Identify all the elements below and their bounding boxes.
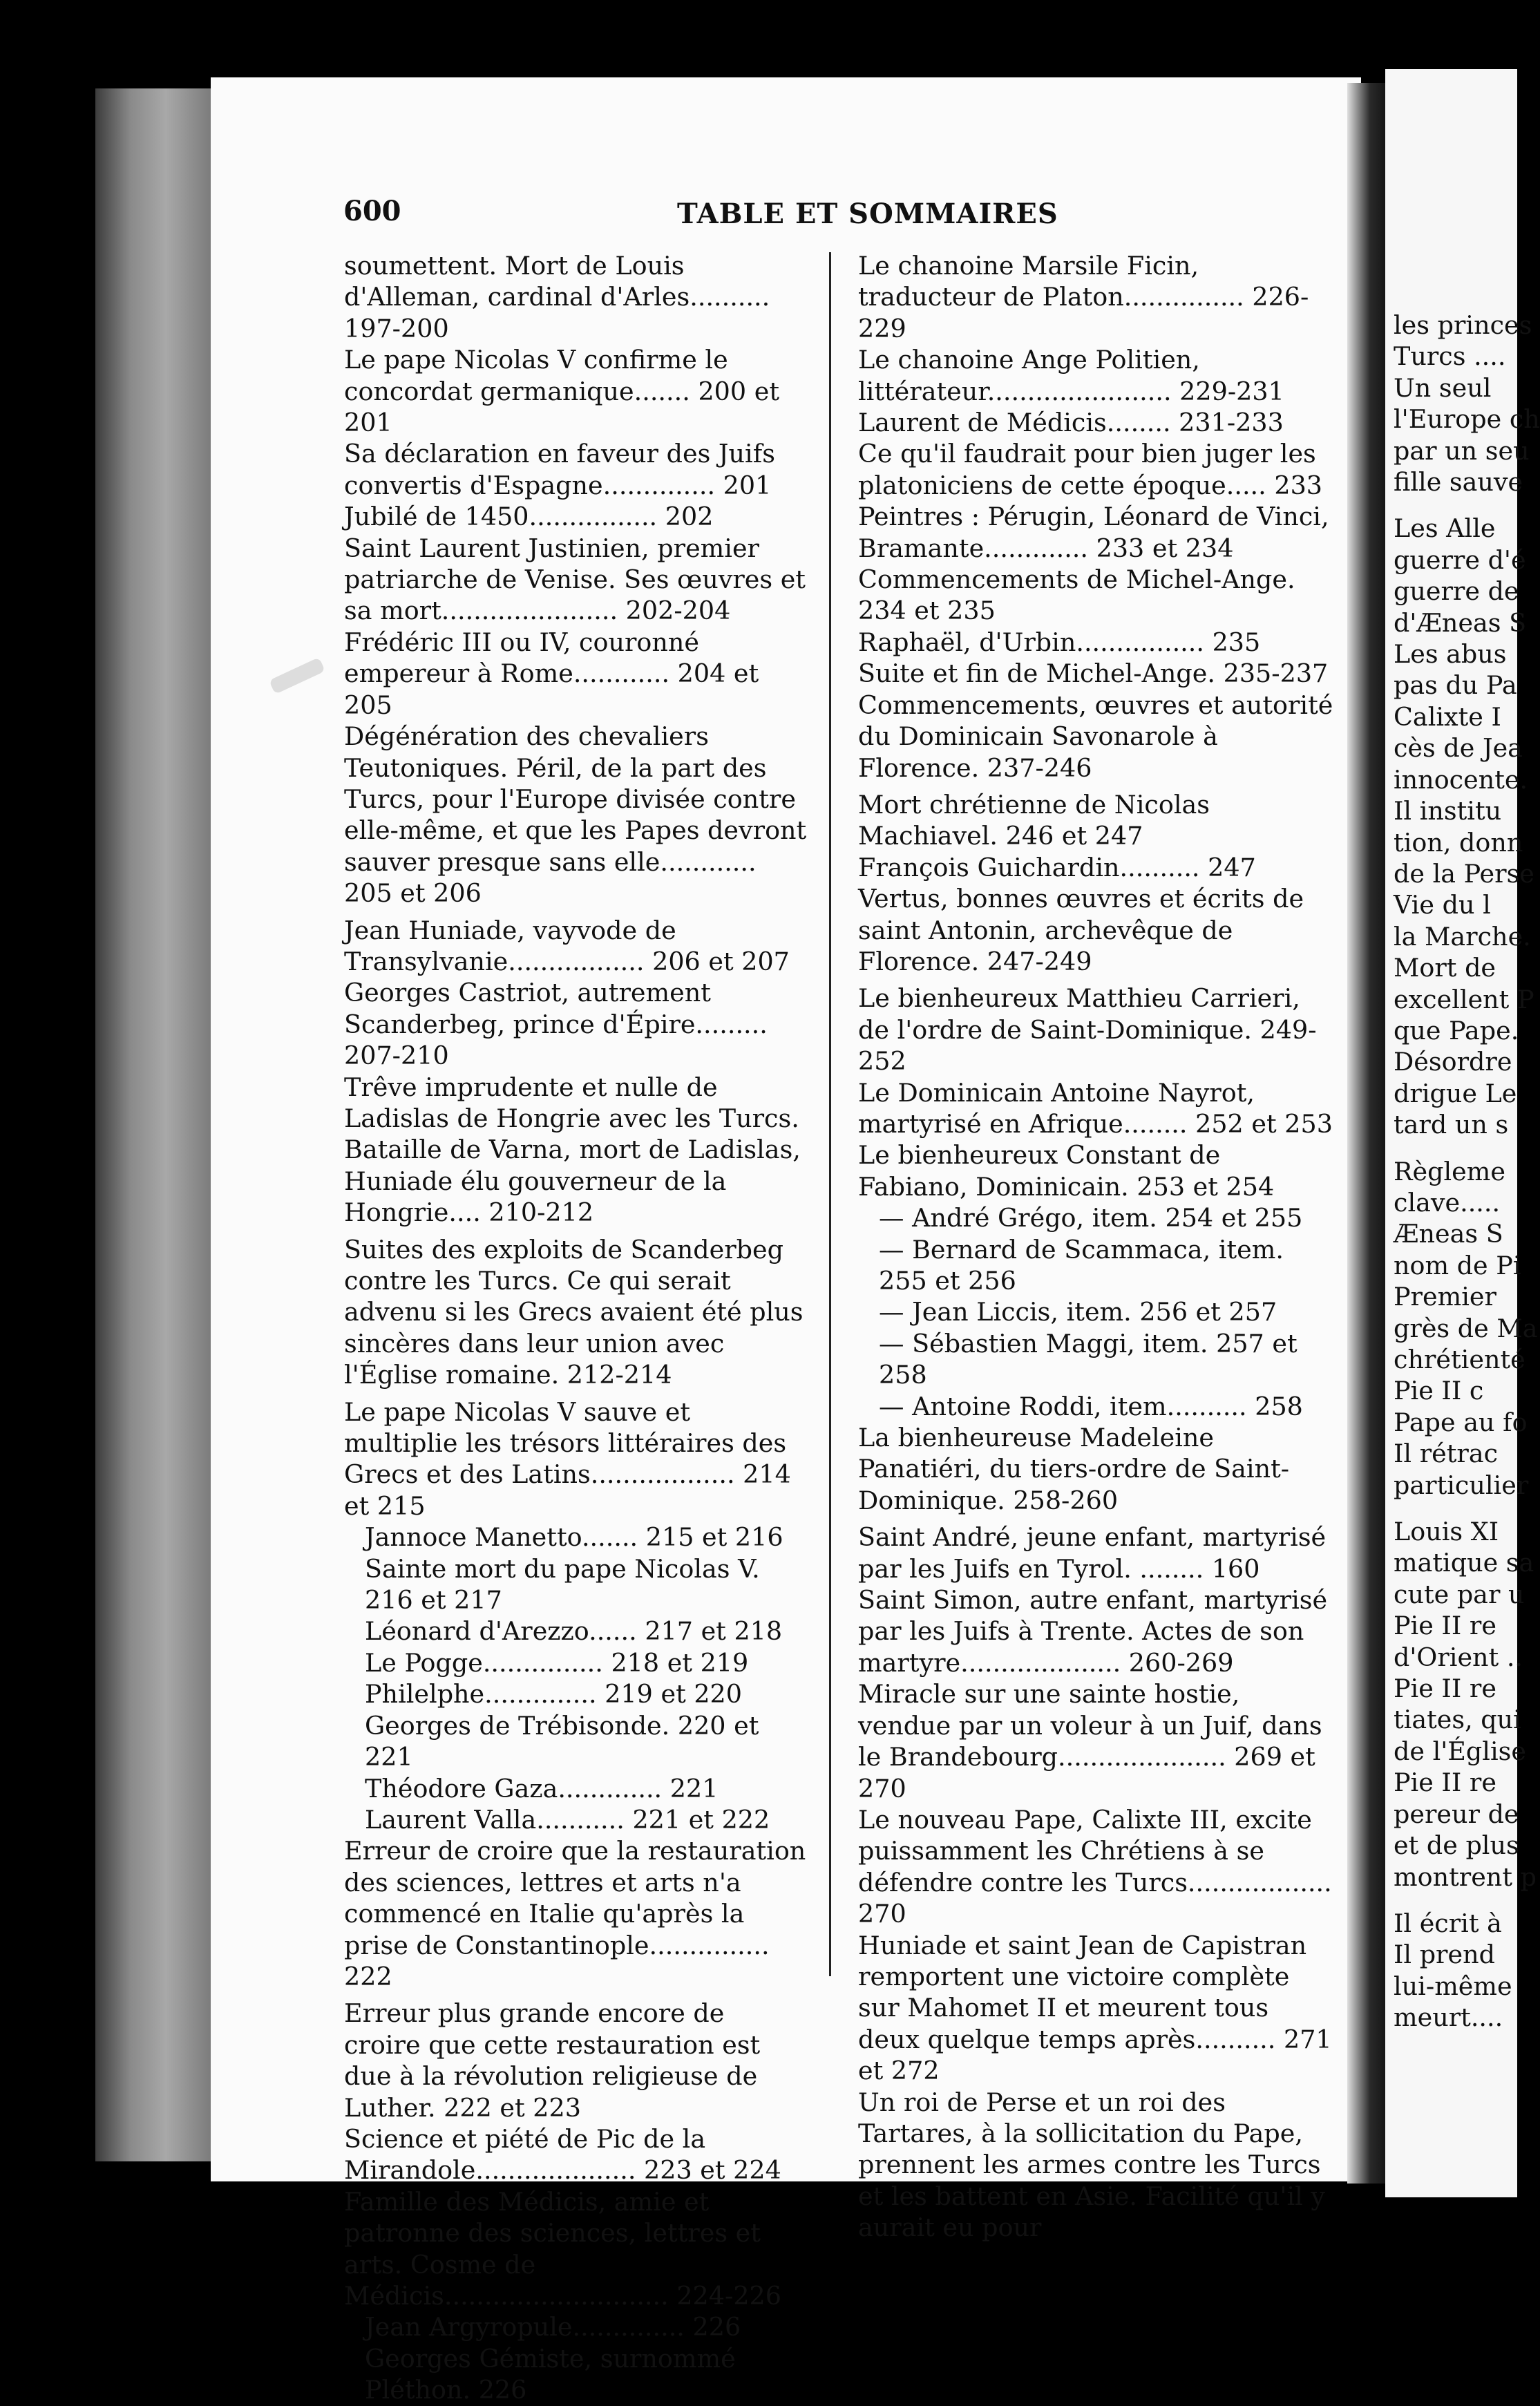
index-entry: Léonard d'Arezzo...... 217 et 218 xyxy=(365,1616,783,1647)
index-entry: François Guichardin.......... 247 xyxy=(858,852,1256,882)
adjacent-line: matique sa xyxy=(1394,1548,1534,1578)
index-entry: Science et piété de Pic de la Mirandole.................... 223 et 224 xyxy=(344,2123,781,2186)
index-entry: Commencements, œuvres et autorité du Dominicain Savonarole à Florence. 237-246 xyxy=(858,690,1333,783)
adjacent-line: guerre de xyxy=(1394,576,1519,607)
index-entry: Erreur de croire que la restauration des sciences, lettres et arts n'a commencé en Italie qu'après la prise de Constantinople............... 222 xyxy=(344,1836,806,1991)
adjacent-line: Règleme xyxy=(1394,1156,1505,1186)
adjacent-line: Les abus xyxy=(1394,639,1507,670)
index-entry: Saint Laurent Justinien, premier patriarche de Venise. Ses œuvres et sa mort...................... 202-204 xyxy=(344,533,806,626)
adjacent-line: Il écrit à xyxy=(1394,1908,1502,1938)
adjacent-line: Il prend xyxy=(1394,1940,1495,1970)
index-entry: Laurent de Médicis........ 231-233 xyxy=(858,408,1284,438)
adjacent-line: Les Alle xyxy=(1394,513,1496,544)
index-entry: Jubilé de 1450................ 202 xyxy=(344,502,714,532)
adjacent-line: guerre d'é xyxy=(1394,544,1526,575)
adjacent-line: Vie du l xyxy=(1394,890,1491,920)
index-entry: — Jean Liccis, item. 256 et 257 xyxy=(879,1297,1277,1327)
adjacent-line: d'Æneas S xyxy=(1394,607,1527,638)
index-entry: Laurent Valla........... 221 et 222 xyxy=(365,1804,770,1835)
index-entry: Mort chrétienne de Nicolas Machiavel. 246 et 247 xyxy=(858,789,1210,851)
index-column-left xyxy=(344,250,807,2406)
index-entry: Miracle sur une sainte hostie, vendue par un voleur à un Juif, dans le Brandebourg..................... 269 et 270 xyxy=(858,1679,1322,1803)
adjacent-line: Il institu xyxy=(1394,796,1502,826)
adjacent-line: de l'Église xyxy=(1394,1736,1526,1766)
adjacent-line: tiates, qui xyxy=(1394,1705,1521,1735)
adjacent-line: fille sauve xyxy=(1394,467,1523,498)
index-entry: Georges de Trébisonde. 220 et 221 xyxy=(365,1710,759,1772)
adjacent-line: grès de Ma xyxy=(1394,1313,1538,1343)
index-entry: Saint Simon, autre enfant, martyrisé par les Juifs à Trente. Actes de son martyre.................... 260-269 xyxy=(858,1585,1328,1678)
index-entry: Suite et fin de Michel-Ange. 235-237 xyxy=(858,659,1329,689)
index-entry: Un roi de Perse et un roi des Tartares, à la sollicitation du Pape, prennent les armes contre les Turcs et les battent en Asie. Facilité qu'il y aurait eu pour xyxy=(858,2087,1326,2243)
adjacent-line: les princes xyxy=(1394,310,1532,340)
index-entry: Théodore Gaza............. 221 xyxy=(365,1773,719,1803)
adjacent-line: Il rétrac xyxy=(1394,1439,1499,1469)
index-entry: Georges Castriot, autrement Scanderbeg, prince d'Épire......... 207-210 xyxy=(344,978,768,1071)
adjacent-line: lui-même xyxy=(1394,1971,1512,2001)
adjacent-line: excellent P xyxy=(1394,984,1534,1014)
book-gutter xyxy=(1347,83,1389,2184)
index-entry: Erreur plus grande encore de croire que cette restauration est due à la révolution religieuse de Luther. 222 et 223 xyxy=(344,1998,761,2123)
adjacent-line: meurt.... xyxy=(1394,2002,1503,2033)
adjacent-line: Louis XI xyxy=(1394,1517,1499,1547)
index-entry: Jannoce Manetto....... 215 et 216 xyxy=(365,1522,783,1553)
adjacent-page-text xyxy=(1394,310,1540,2034)
index-entry: La bienheureuse Madeleine Panatiéri, du tiers-ordre de Saint-Dominique. 258-260 xyxy=(858,1423,1290,1515)
index-entry: Huniade et saint Jean de Capistran remportent une victoire complète sur Mahomet II et meurent tous deux quelque temps après.......... 271 et 272 xyxy=(858,1930,1332,2086)
index-entry: Georges Gémiste, surnommé Pléthon. 226 xyxy=(365,2343,736,2405)
index-entry: Le chanoine Ange Politien, littérateur....................... 229-231 xyxy=(858,345,1284,406)
column-divider xyxy=(829,252,831,1976)
adjacent-line: Désordre xyxy=(1394,1047,1512,1077)
adjacent-line: Pie II c xyxy=(1394,1376,1484,1406)
index-entry: Commencements de Michel-Ange. 234 et 235 xyxy=(858,565,1295,626)
index-entry: Le pape Nicolas V sauve et multiplie les trésors littéraires des Grecs et des Latins.................. 214 et 215 xyxy=(344,1396,791,1521)
adjacent-line: tion, donn xyxy=(1394,827,1523,858)
adjacent-line: chrétienté xyxy=(1394,1345,1525,1374)
index-entry: Le pape Nicolas V confirme le concordat germanique....... 200 et 201 xyxy=(344,345,779,438)
index-entry: — Sébastien Maggi, item. 257 et 258 xyxy=(879,1328,1297,1390)
index-entry: Philelphe.............. 219 et 220 xyxy=(365,1679,743,1709)
index-entry: Sa déclaration en faveur des Juifs convertis d'Espagne.............. 201 xyxy=(344,439,775,500)
adjacent-line: particulier xyxy=(1394,1470,1529,1500)
index-entry: Le chanoine Marsile Ficin, traducteur de Platon............... 226-229 xyxy=(858,251,1309,343)
book-fore-edge xyxy=(95,88,213,2161)
index-entry: — Antoine Roddi, item.......... 258 xyxy=(879,1391,1303,1421)
adjacent-line: innocente. xyxy=(1394,764,1528,795)
index-column-right xyxy=(858,250,1336,2244)
index-entry: Famille des Médicis, amie et patronne des sciences, lettres et arts. Cosme de Médicis............................ 224-226 xyxy=(344,2186,781,2311)
adjacent-line: pas du Pa xyxy=(1394,670,1517,701)
adjacent-line: drigue Le xyxy=(1394,1078,1517,1108)
library-stamp-mark xyxy=(269,657,325,694)
index-entry: Le Dominicain Antoine Nayrot, martyrisé en Afrique........ 252 et 253 xyxy=(858,1077,1333,1139)
index-entry: — André Grégo, item. 254 et 255 xyxy=(879,1203,1303,1233)
adjacent-line: Pie II re xyxy=(1394,1674,1496,1704)
index-entry: Le Pogge............... 218 et 219 xyxy=(365,1647,749,1678)
adjacent-page xyxy=(1385,69,1540,2197)
adjacent-line: Æneas S xyxy=(1394,1219,1503,1249)
adjacent-line: clave..... xyxy=(1394,1187,1501,1218)
index-entry: — Bernard de Scammaca, item. 255 et 256 xyxy=(879,1234,1284,1296)
adjacent-line: de la Perse xyxy=(1394,858,1534,889)
index-entry: Saint André, jeune enfant, martyrisé par les Juifs en Tyrol. ........ 160 xyxy=(858,1522,1327,1584)
adjacent-line: Pie II re xyxy=(1394,1768,1496,1798)
index-entry: Vertus, bonnes œuvres et écrits de saint Antonin, archevêque de Florence. 247-249 xyxy=(858,884,1304,976)
index-entry: Le bienheureux Matthieu Carrieri, de l'ordre de Saint-Dominique. 249-252 xyxy=(858,983,1317,1077)
adjacent-line: montrent p xyxy=(1394,1862,1537,1892)
adjacent-line: Calixte I xyxy=(1394,701,1501,732)
adjacent-line: la Marche. xyxy=(1394,921,1531,951)
index-entry: soumettent. Mort de Louis d'Alleman, cardinal d'Arles.......... 197-200 xyxy=(344,251,770,343)
adjacent-line: par un seu xyxy=(1394,435,1530,466)
adjacent-line: Pape au fo xyxy=(1394,1407,1528,1437)
index-entry: Frédéric III ou IV, couronné empereur à Rome............ 204 et 205 xyxy=(344,627,759,720)
adjacent-line: Premier xyxy=(1394,1282,1496,1312)
adjacent-line: l'Europe ch xyxy=(1394,404,1540,435)
adjacent-line: Un seul xyxy=(1394,372,1492,403)
index-entry: Sainte mort du pape Nicolas V. 216 et 217 xyxy=(365,1553,760,1616)
adjacent-line: d'Orient .. xyxy=(1394,1642,1523,1672)
adjacent-line: nom de Pi xyxy=(1394,1250,1521,1280)
index-entry: Peintres : Pérugin, Léonard de Vinci, Bramante............. 233 et 234 xyxy=(858,502,1329,563)
index-entry: Le nouveau Pape, Calixte III, excite puissamment les Chrétiens à se défendre contre les Turcs.................. 270 xyxy=(858,1804,1332,1929)
adjacent-line: Mort de xyxy=(1394,953,1496,983)
index-entry: Ce qu'il faudrait pour bien juger les platoniciens de cette époque..... 233 xyxy=(858,439,1323,500)
running-title: TABLE ET SOMMAIRES xyxy=(677,198,1058,230)
index-entry: Jean Argyropule.............. 226 xyxy=(365,2312,741,2342)
adjacent-line: pereur de xyxy=(1394,1799,1519,1829)
adjacent-line: et de plus xyxy=(1394,1830,1519,1861)
adjacent-line: Turcs .... xyxy=(1394,341,1506,372)
index-entry: Trêve imprudente et nulle de Ladislas de Hongrie avec les Turcs. Bataille de Varna, mort de Ladislas, Huniade élu gouverneur de la Hongrie.... 210-212 xyxy=(344,1072,801,1228)
adjacent-line: cès de Jea xyxy=(1394,733,1523,764)
index-entry: Suites des exploits de Scanderbeg contre les Turcs. Ce qui serait advenu si les Grecs avaient été plus sincères dans leur union avec l'Église romaine. 212-214 xyxy=(344,1234,804,1390)
adjacent-line: tard un s xyxy=(1394,1110,1509,1140)
page-number: 600 xyxy=(343,195,401,227)
adjacent-line: cute par u xyxy=(1394,1579,1525,1609)
index-entry: Le bienheureux Constant de Fabiano, Dominicain. 253 et 254 xyxy=(858,1140,1275,1202)
index-entry: Dégénération des chevaliers Teutoniques. Péril, de la part des Turcs, pour l'Europe divisée contre elle-même, et que les Papes devront sauver presque sans elle............ 205 et 206 xyxy=(344,721,807,909)
adjacent-line: que Pape. xyxy=(1394,1015,1519,1045)
index-entry: Jean Huniade, vayvode de Transylvanie................. 206 et 207 xyxy=(344,915,790,976)
index-entry: Raphaël, d'Urbin................ 235 xyxy=(858,627,1261,657)
adjacent-line: Pie II re xyxy=(1394,1611,1496,1641)
